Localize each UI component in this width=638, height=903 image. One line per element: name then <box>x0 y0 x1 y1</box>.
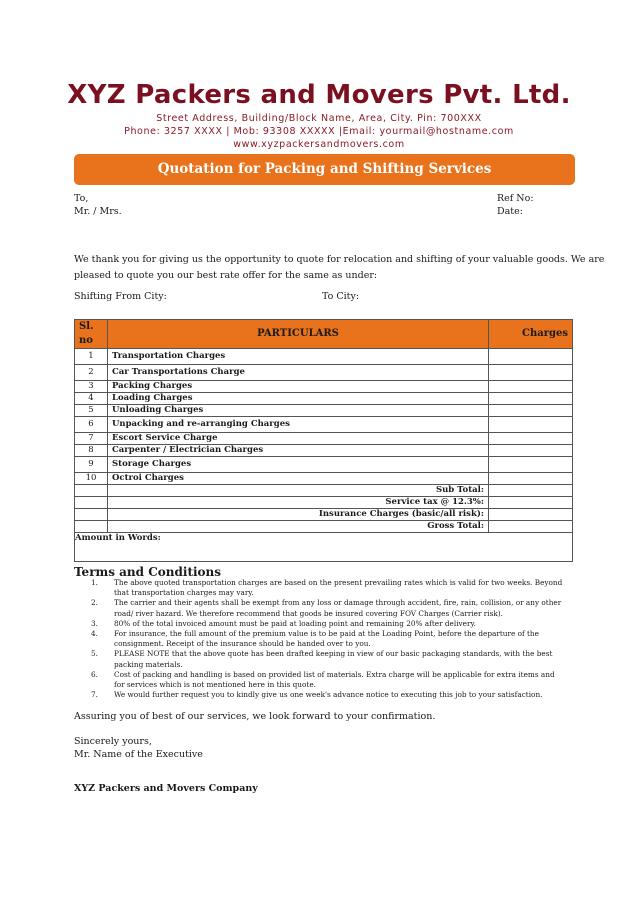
closing-assurance: Assuring you of best of our services, we look forward to your confirmation. <box>74 711 436 722</box>
row-number: 9 <box>75 457 108 473</box>
insurance-row <box>75 509 573 521</box>
col-header-charges: Charges <box>489 320 573 349</box>
service-tax-value[interactable] <box>489 497 573 509</box>
signature-company: XYZ Packers and Movers Company <box>74 783 258 794</box>
ref-no-label: Ref No: <box>497 193 534 204</box>
row-number: 7 <box>75 433 108 445</box>
list-item: 3. 80% of the total invoiced amount must be paid at loading point and remaining 20% after delivery. <box>91 618 476 628</box>
row-particular: Car Transportations Charge <box>108 365 489 381</box>
company-contact: Phone: 3257 XXXX | Mob: 93308 XXXXX |Email: yourmail@hostname.com <box>124 126 514 137</box>
table-row <box>75 417 573 433</box>
row-particular: Octroi Charges <box>108 473 489 485</box>
row-number: 4 <box>75 393 108 405</box>
list-item: 2. The carrier and their agents shall be exempt from any loss or damage through accident, fire, rain, collision, or any other road/ river hazard. We therefore recommend that goods be insured covering FOV Charges (Carrier risk). <box>91 598 562 618</box>
company-website: www.xyzpackersandmovers.com <box>233 139 405 150</box>
company-name: XYZ Packers and Movers Pvt. Ltd. <box>67 80 571 110</box>
to-label: To, <box>74 193 89 204</box>
row-particular: Transportation Charges <box>108 349 489 365</box>
gross-total-row <box>75 521 573 533</box>
list-item: 7. We would further request you to kindly give us one week's advance notice to executing this job to your satisfaction. <box>91 690 543 700</box>
amount-in-words-row <box>75 533 573 562</box>
insurance-value[interactable] <box>489 509 573 521</box>
row-number: 5 <box>75 405 108 417</box>
shifting-from-label: Shifting From City: <box>74 291 167 302</box>
intro-paragraph-line2: pleased to quote you our best rate offer for the same as under: <box>74 270 378 281</box>
closing-sincerely: Sincerely yours, <box>74 736 152 747</box>
sub-total-label: Sub Total: <box>108 485 489 497</box>
sub-total-value[interactable] <box>489 485 573 497</box>
row-charge-cell[interactable] <box>489 393 573 405</box>
row-particular: Storage Charges <box>108 457 489 473</box>
row-number: 2 <box>75 365 108 381</box>
service-tax-label: Service tax @ 12.3%: <box>108 497 489 509</box>
row-charge-cell[interactable] <box>489 417 573 433</box>
quotation-title-banner: Quotation for Packing and Shifting Services <box>74 154 575 185</box>
table-row <box>75 393 573 405</box>
gross-total-label: Gross Total: <box>108 521 489 533</box>
table-row <box>75 365 573 381</box>
sub-total-row <box>75 485 573 497</box>
list-item: 6. Cost of packing and handling is based on provided list of materials. Extra charge will be applicable for extra items and for services which is not mentioned here in this quote. <box>91 669 555 690</box>
row-charge-cell[interactable] <box>489 405 573 417</box>
row-particular: Packing Charges <box>108 381 489 393</box>
to-city-label: To City: <box>322 291 360 302</box>
list-item: 5. PLEASE NOTE that the above quote has been drafted keeping in view of our basic packaging standards, with the best packing materials. <box>91 649 553 669</box>
row-particular: Unpacking and re-arranging Charges <box>108 417 489 433</box>
row-number: 8 <box>75 445 108 457</box>
insurance-label: Insurance Charges (basic/all risk): <box>108 509 489 521</box>
row-particular: Loading Charges <box>108 393 489 405</box>
gross-total-value[interactable] <box>489 521 573 533</box>
table-row <box>75 433 573 445</box>
amount-in-words-label: Amount in Words: <box>75 533 573 562</box>
table-row <box>75 405 573 417</box>
row-number: 6 <box>75 417 108 433</box>
date-label: Date: <box>497 206 523 217</box>
terms-list <box>74 578 566 700</box>
row-charge-cell[interactable] <box>489 473 573 485</box>
row-charge-cell[interactable] <box>489 349 573 365</box>
list-item: 1. The above quoted transportation charges are based on the present prevailing rates which is valid for two weeks. Beyond that transportation charges may vary. <box>91 578 563 598</box>
row-number: 10 <box>75 473 108 485</box>
list-item: 4. For insurance, the full amount of the premium value is to be paid at the Loading Point, before the departure of the consignment. Receipt of the insurance should be handed over to you. <box>91 629 539 649</box>
service-tax-row <box>75 497 573 509</box>
row-charge-cell[interactable] <box>489 381 573 393</box>
executive-name: Mr. Name of the Executive <box>74 749 203 760</box>
table-row <box>75 349 573 365</box>
table-header-row <box>75 320 573 349</box>
col-header-particulars: PARTICULARS <box>108 320 489 349</box>
row-charge-cell[interactable] <box>489 445 573 457</box>
company-address: Street Address, Building/Block Name, Area, City. Pin: 700XXX <box>156 113 482 124</box>
intro-paragraph-line1: We thank you for giving us the opportunity to quote for relocation and shifting of your valuable goods. We are <box>74 254 605 265</box>
row-number: 1 <box>75 349 108 365</box>
table-row <box>75 473 573 485</box>
row-number: 3 <box>75 381 108 393</box>
row-charge-cell[interactable] <box>489 365 573 381</box>
terms-heading: Terms and Conditions <box>74 565 222 579</box>
row-particular: Carpenter / Electrician Charges <box>108 445 489 457</box>
row-particular: Unloading Charges <box>108 405 489 417</box>
row-particular: Escort Service Charge <box>108 433 489 445</box>
addressee-name: Mr. / Mrs. <box>74 206 122 217</box>
row-charge-cell[interactable] <box>489 457 573 473</box>
row-charge-cell[interactable] <box>489 433 573 445</box>
table-row <box>75 381 573 393</box>
table-row <box>75 445 573 457</box>
table-row <box>75 457 573 473</box>
quotation-table <box>74 319 573 562</box>
col-header-slno: Sl. no <box>75 320 108 349</box>
